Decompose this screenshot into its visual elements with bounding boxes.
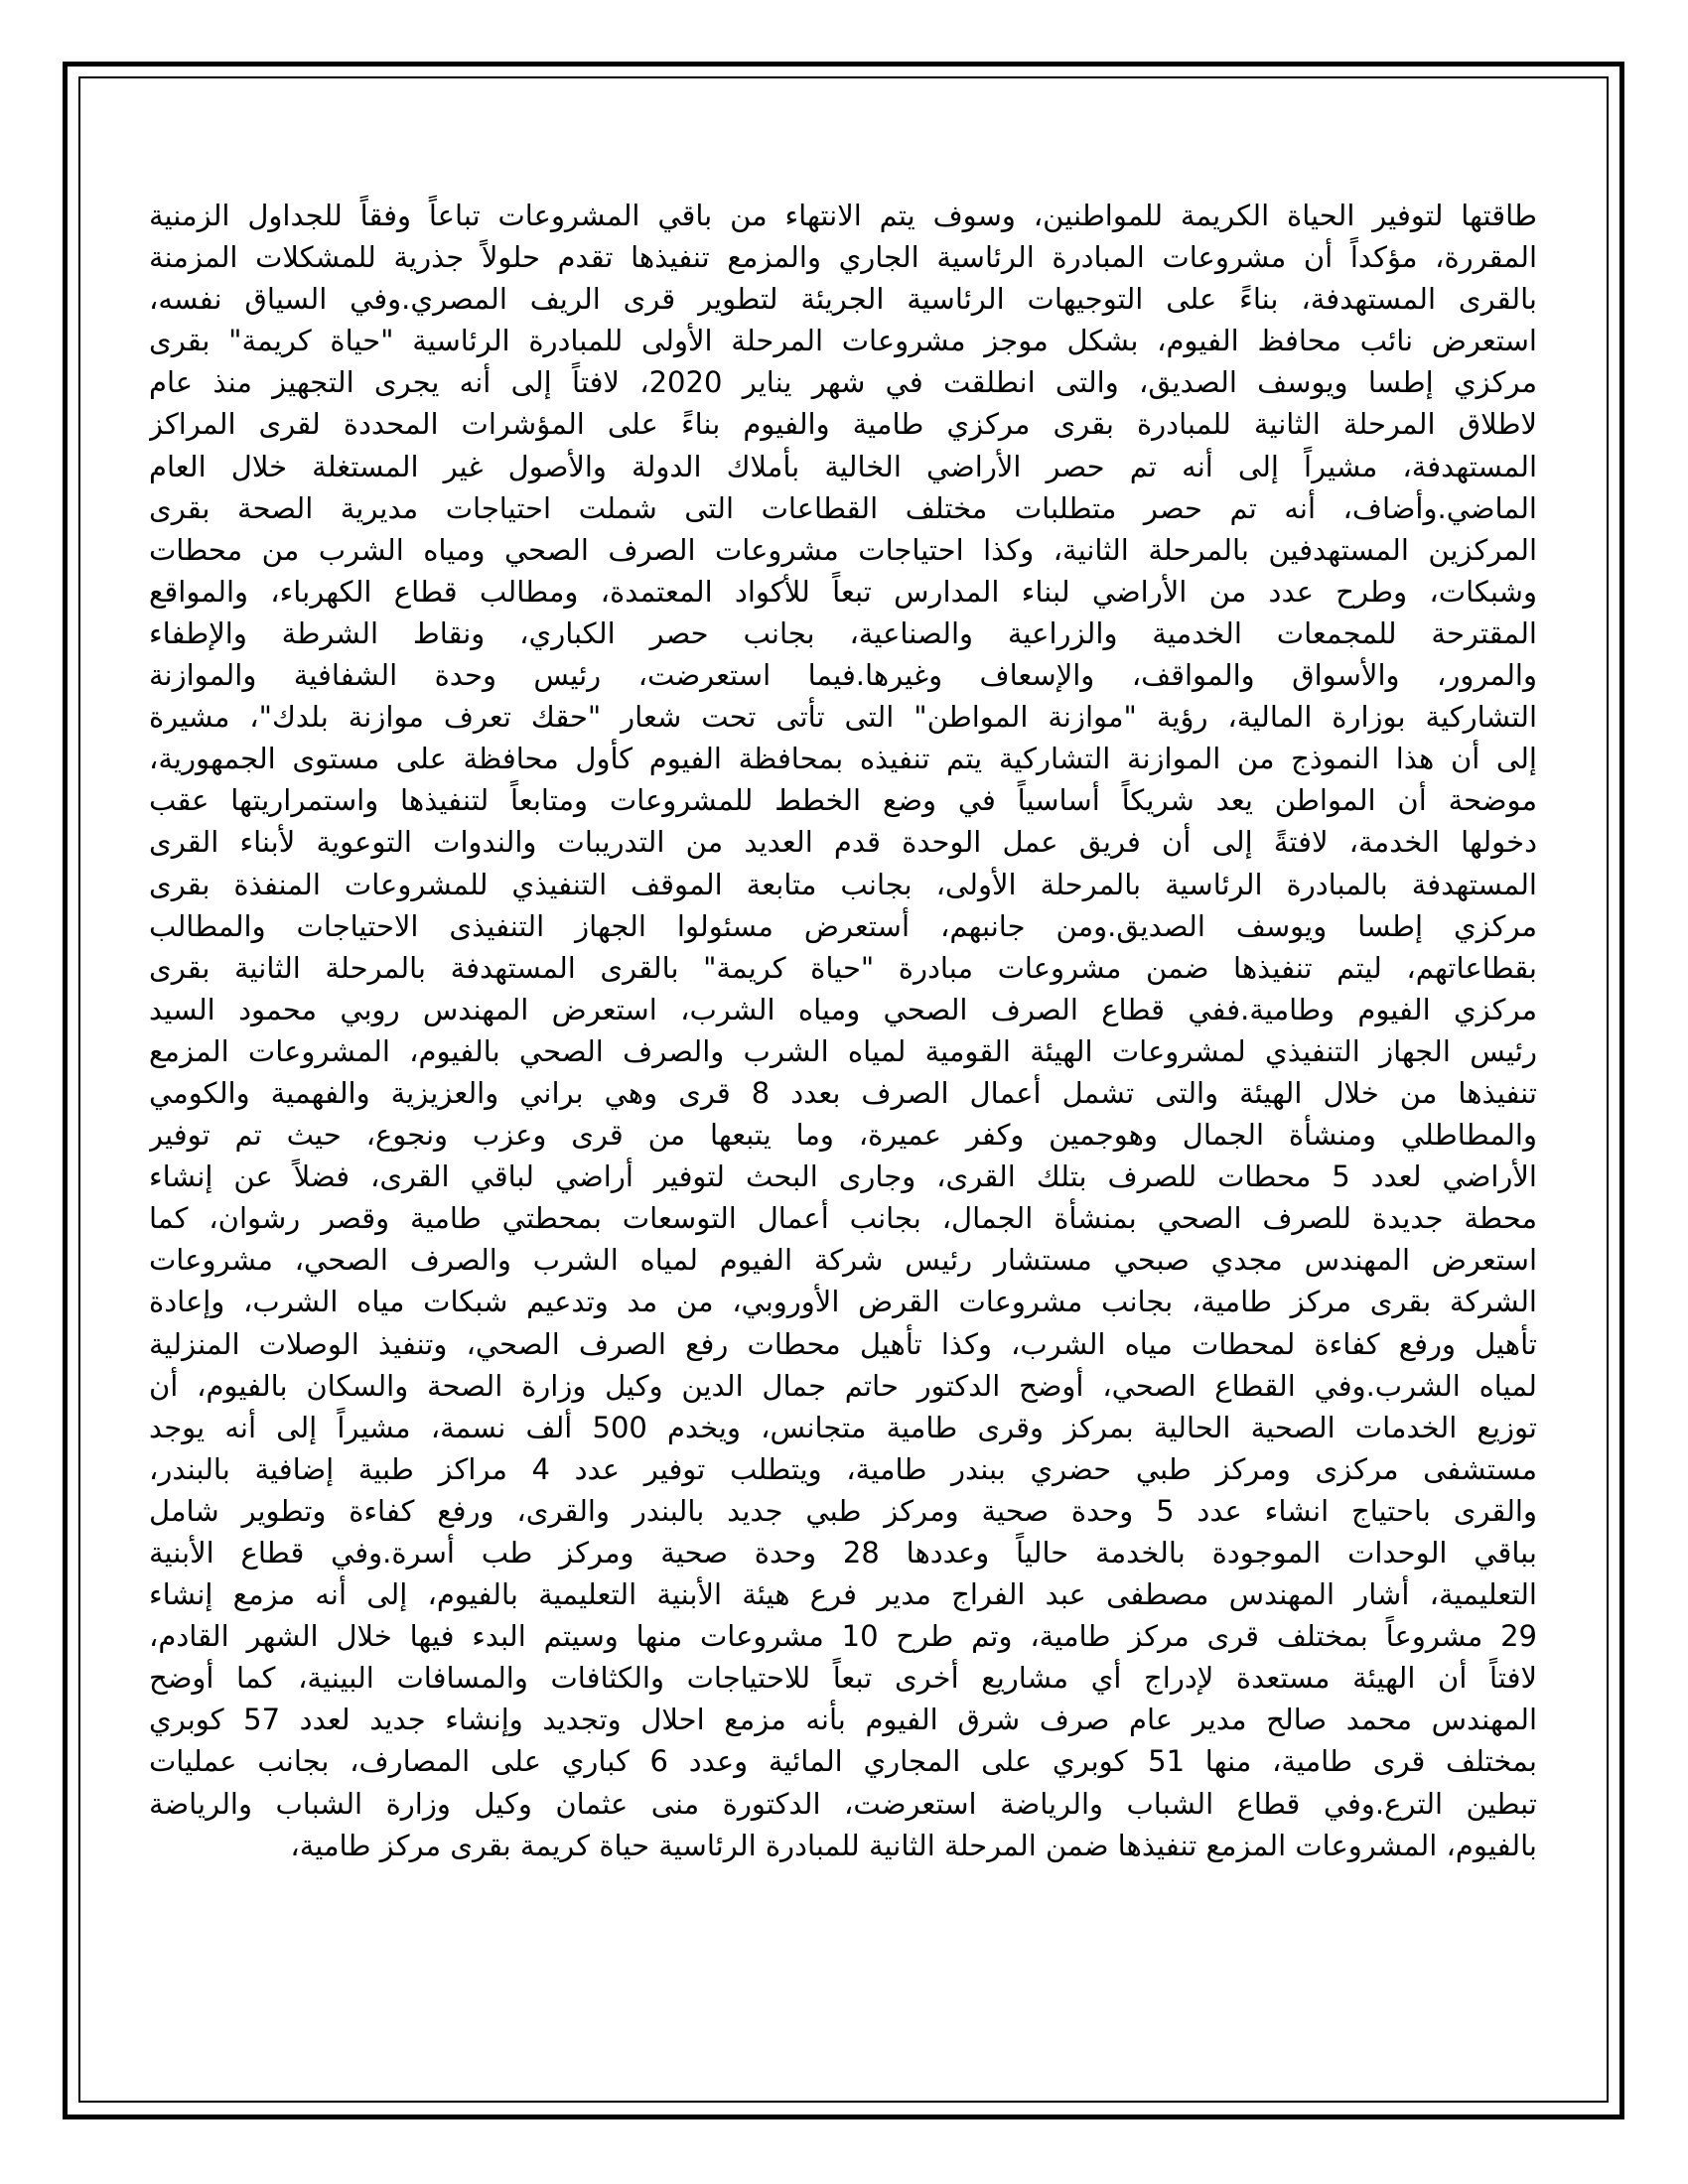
body-text-line: الشركة بقرى مركز طامية، بجانب مشروعات القرض الأوروبي، من مد وتدعيم شبكات مياه الشرب، وإعادة	[149, 1285, 1537, 1319]
body-text-line: المستهدفة، مشيراً إلى أنه تم حصر الأراضي الخالية بأملاك الدولة والأصول غير المستغلة خلال العام	[149, 449, 1537, 483]
body-text-line: المركزين المستهدفين بالمرحلة الثانية، وكذا احتياجات مشروعات الصرف الصحي ومياه الشرب من محطات	[149, 532, 1537, 567]
body-text-line: والمرور، والأسواق والمواقف، والإسعاف وغيرها.فيما استعرضت، رئيس وحدة الشفافية والموازنة	[149, 658, 1537, 693]
body-text-line: مستشفى مركزى ومركز طبي حضري ببندر طامية، ويتطلب توفير عدد 4 مراكز طبية إضافية بالبندر،	[149, 1451, 1537, 1486]
body-text-line: طاقتها لتوفير الحياة الكريمة للمواطنين، وسوف يتم الانتهاء من باقي المشروعات تباعاً وفقاً للجداول الزمنية	[149, 199, 1537, 232]
body-text-line: استعرض المهندس مجدي صبحي مستشار رئيس شركة الفيوم لمياه الشرب والصرف الصحي، مشروعات	[149, 1243, 1537, 1278]
body-text-line: محطة جديدة للصرف الصحي بمنشأة الجمال، بجانب أعمال التوسعات بمحطتي طامية وقصر رشوان، كما	[149, 1201, 1537, 1236]
body-text-line: المقترحة للمجمعات الخدمية والزراعية والصناعية، بجانب حصر الكباري، ونقاط الشرطة والإطفاء	[149, 615, 1537, 650]
body-text-line: بباقي الوحدات الموجودة بالخدمة حالياً وعددها 28 وحدة صحية ومركز طب أسرة.وفي قطاع الأبنية	[149, 1536, 1537, 1570]
body-text-line: المستهدفة بالمبادرة الرئاسية بالمرحلة الأولى، بجانب متابعة الموقف التنفيذي للمشروعات المنفذة بقرى	[149, 867, 1537, 901]
body-text-line: والمطاطلي ومنشأة الجمال وهوجمين وكفر عميرة، وما يتبعها من قرى وعزب ونجوع، حيث تم توفير	[149, 1118, 1537, 1153]
body-text-line: والقرى باحتياج انشاء عدد 5 وحدة صحية ومركز طبي جديد بالبندر والقرى، ورفع كفاءة وتطوير شامل	[149, 1493, 1537, 1528]
body-text-line: المقررة، مؤكداً أن مشروعات المبادرة الرئاسية الجاري والمزمع تنفيذها تقدم حلولاً جذرية للمشكلات المزمنة	[149, 240, 1537, 275]
body-text-line: إلى أن هذا النموذج من الموازنة التشاركية يتم تنفيذه بمحافظة الفيوم كأول محافظة على مستوى الجمهورية،	[149, 742, 1537, 776]
body-text-line: لاطلاق المرحلة الثانية للمبادرة بقرى مركزي طامية والفيوم بناءً على المؤشرات المحددة لقرى المراكز	[149, 407, 1537, 442]
body-text-line: الماضي.وأضاف، أنه تم حصر متطلبات مختلف القطاعات التى شملت احتياجات مديرية الصحة بقرى	[149, 490, 1537, 525]
body-text-line: وشبكات، وطرح عدد من الأراضي لبناء المدارس تبعاً للأكواد المعتمدة، ومطالب قطاع الكهرباء، والمواقع	[149, 574, 1537, 609]
body-text-line: بقطاعاتهم، ليتم تنفيذها ضمن مشروعات مبادرة "حياة كريمة" بالقرى المستهدفة بالمرحلة الثانية بقرى	[149, 950, 1537, 985]
body-text-line: بالقرى المستهدفة، بناءً على التوجيهات الرئاسية الجريئة لتطوير قرى الريف المصري.وفي السياق نفسه،	[149, 282, 1537, 317]
body-text-line: المهندس محمد صالح مدير عام صرف شرق الفيوم بأنه مزمع احلال وتجديد وإنشاء جديد لعدد 57 كوبري	[149, 1703, 1537, 1737]
body-text-line: مركزي الفيوم وطامية.ففي قطاع الصرف الصحي ومياه الشرب، استعرض المهندس روبي محمود السيد	[149, 992, 1537, 1026]
body-text-line: لمياه الشرب.وفي القطاع الصحي، أوضح الدكتور حاتم جمال الدين وكيل وزارة الصحة والسكان بالفيوم، أن	[149, 1368, 1537, 1403]
body-text-line: دخولها الخدمة، لافتةً إلى أن فريق عمل الوحدة قدم العديد من التدريبات والندوات التوعوية لأبناء القرى	[149, 825, 1537, 860]
body-text-line: بمختلف قرى طامية، منها 51 كوبري على المجاري المائية وعدد 6 كباري على المصارف، بجانب عمليات	[149, 1744, 1537, 1779]
body-text-line: رئيس الجهاز التنفيذي لمشروعات الهيئة القومية لمياه الشرب والصرف الصحي بالفيوم، المشروعات المزمع	[149, 1033, 1537, 1068]
body-text-line: بالفيوم، المشروعات المزمع تنفيذها ضمن المرحلة الثانية للمبادرة الرئاسية حياة كريمة بقرى مركز طامية،	[290, 1828, 1537, 1862]
body-text-line: استعرض نائب محافظ الفيوم، بشكل موجز مشروعات المرحلة الأولى للمبادرة الرئاسية "حياة كريمة" بقرى	[149, 324, 1537, 358]
body-text-line: 29 مشروعاً بمختلف قرى مركز طامية، وتم طرح 10 مشروعات منها وسيتم البدء فيها خلال الشهر القادم،	[149, 1619, 1537, 1654]
body-text-line: موضحة أن المواطن يعد شريكاً أساسياً في وضع الخطط للمشروعات ومتابعاً لتنفيذها واستمراريتها عقب	[149, 783, 1537, 818]
body-text-line: تنفيذها من خلال الهيئة والتى تشمل أعمال الصرف بعدد 8 قرى وهي براني والعزيزية والفهمية والكومي	[149, 1075, 1537, 1110]
body-text-line: لافتاً أن الهيئة مستعدة لإدراج أي مشاريع أخرى تبعاً للاحتياجات والكثافات والمسافات البينية، كما أوضح	[149, 1661, 1537, 1696]
body-text-line: التعليمية، أشار المهندس مصطفى عبد الفراج مدير فرع هيئة الأبنية التعليمية بالفيوم، إلى أنه مزمع إنشاء	[149, 1577, 1537, 1612]
body-text-line: مركزي إطسا ويوسف الصديق.ومن جانبهم، أستعرض مسئولوا الجهاز التنفيذى الاحتياجات والمطالب	[149, 908, 1537, 943]
body-text-line: التشاركية بوزارة المالية، رؤية "موازنة المواطن" التى تأتى تحت شعار "حقك تعرف موازنة بلدك"، مشيرة	[149, 700, 1537, 735]
body-text-line: توزيع الخدمات الصحية الحالية بمركز وقرى طامية متجانس، ويخدم 500 ألف نسمة، مشيراً إلى أنه يوجد	[149, 1410, 1537, 1444]
body-text-line: الأراضي لعدد 5 محطات للصرف بتلك القرى، وجارى البحث لتوفير أراضي لباقي القرى، فضلاً عن إنشاء	[149, 1160, 1537, 1194]
body-text-line: تأهيل ورفع كفاءة لمحطات مياه الشرب، وكذا تأهيل محطات رفع الصرف الصحي، وتنفيذ الوصلات المنزلية	[149, 1326, 1537, 1361]
article-body	[149, 195, 1537, 1866]
body-text-line: تبطين الترع.وفي قطاع الشباب والرياضة استعرضت، الدكتورة منى عثمان وكيل وزارة الشباب والرياضة	[149, 1786, 1537, 1821]
body-text-line: مركزي إطسا ويوسف الصديق، والتى انطلقت في شهر يناير 2020، لافتاً إلى أنه يجرى التجهيز منذ عام	[149, 365, 1537, 400]
